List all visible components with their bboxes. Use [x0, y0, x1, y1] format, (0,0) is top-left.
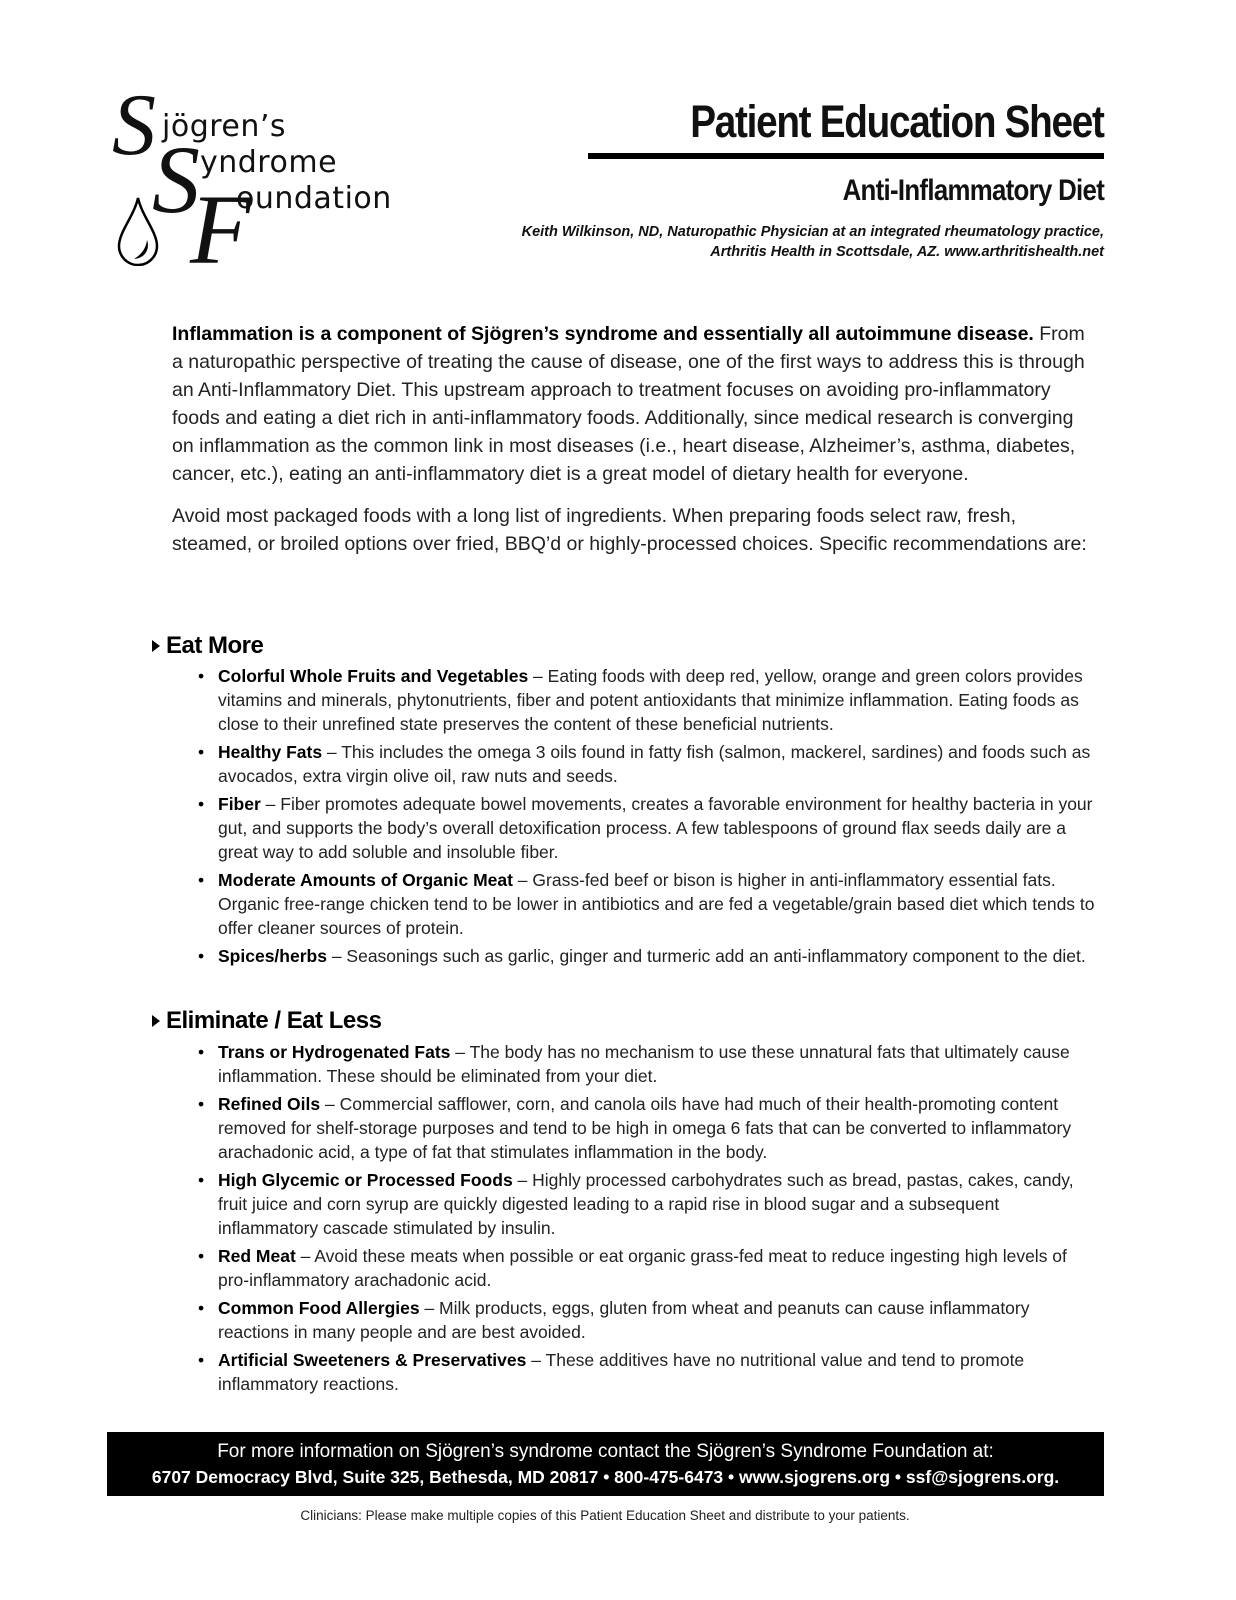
foundation-logo [112, 77, 422, 285]
footer-contact-details: 6707 Democracy Blvd, Suite 325, Bethesda, MD 20817 • 800-475-6473 • www.sjogrens.org • ssf@sjogrens.org. [151, 1467, 1060, 1487]
author-line-1: Keith Wilkinson, ND, Naturopathic Physician at an integrated rheumatology practice, [521, 224, 1104, 240]
logo-word-foundation: oundation [236, 181, 392, 216]
list-item [196, 740, 1101, 788]
item-desc: – Eating foods with deep red, yellow, orange and green colors provides vitamins and minerals, phytonutrients, fiber and potent antioxidants that minimize inflammation. Eating foods as close to their unrefined state preserves the content of these beneficial nutrients. [218, 666, 1083, 734]
eat-more-list [196, 664, 1101, 972]
item-term: Red Meat [218, 1246, 296, 1266]
intro-lead: Inflammation is a component of Sjögren’s syndrome and essentially all autoimmune disease. [172, 323, 1034, 345]
logo-initial-s2: S [152, 126, 200, 233]
item-desc: – Commercial safflower, corn, and canola oils have had much of their health-promoting content removed for shelf-storage purposes and tend to be high in omega 6 fats that can be converted to inflammatory arachadonic acid, a type of fat that stimulates inflammation in the body. [218, 1094, 1072, 1162]
eat-less-heading-text: Eliminate / Eat Less [166, 1007, 382, 1034]
item-desc: – Grass-fed beef or bison is higher in anti-inflammatory essential fats. Organic free-range chicken tend to be lower in antibiotics and are fed a vegetable/grain based diet which tends to offer cleaner sources of protein. [218, 870, 1095, 938]
list-item [196, 944, 1101, 968]
logo-initial-s1: S [112, 77, 156, 174]
item-desc: – Seasonings such as garlic, ginger and turmeric add an anti-inflammatory component to the diet. [326, 946, 1086, 966]
intro-section [172, 320, 1092, 572]
eat-more-heading [152, 632, 263, 660]
list-item [196, 1348, 1101, 1396]
logo-word-syndrome: yndrome [200, 145, 338, 180]
logo-initial-f: F [190, 174, 252, 285]
item-term: Artificial Sweeteners & Preservatives [218, 1350, 527, 1370]
item-term: High Glycemic or Processed Foods [218, 1170, 513, 1190]
footer-line-1: For more information on Sjögren’s syndrome contact the Sjögren’s Syndrome Foundation at: [217, 1441, 994, 1462]
item-desc: – Highly processed carbohydrates such as bread, pastas, cakes, candy, fruit juice and corn syrup are quickly digested leading to a rapid rise in blood sugar and a subsequent inflammatory cascade stimulated by insulin. [218, 1170, 1074, 1238]
intro-paragraph-2: Avoid most packaged foods with a long list of ingredients. When preparing foods select raw, fresh, steamed, or broiled options over fried, BBQ’d or highly-processed choices. Specific recommendations are: [172, 505, 1087, 555]
item-desc: – Avoid these meats when possible or eat organic grass-fed meat to reduce ingesting high levels of pro-inflammatory arachadonic acid. [218, 1246, 1067, 1290]
list-item [196, 1040, 1101, 1088]
list-item [196, 1244, 1101, 1292]
item-term: Colorful Whole Fruits and Vegetables [218, 666, 529, 686]
item-desc: – Fiber promotes adequate bowel movements, creates a favorable environment for healthy bacteria in your gut, and supports the body’s overall detoxification process. A few tablespoons of ground flax seeds daily are a great way to add soluble and insoluble fiber. [218, 794, 1093, 862]
author-line-2: Arthritis Health in Scottsdale, AZ. www.arthritishealth.net [710, 244, 1104, 260]
item-desc: – The body has no mechanism to use these unnatural fats that ultimately cause inflammation. These should be eliminated from your diet. [218, 1042, 1070, 1086]
author-credit [522, 222, 1104, 262]
list-item [196, 1168, 1101, 1240]
item-term: Refined Oils [218, 1094, 321, 1114]
triangle-bullet-icon [152, 1015, 160, 1027]
intro-paragraph [172, 320, 1092, 488]
item-term: Healthy Fats [218, 742, 323, 762]
list-item [196, 868, 1101, 940]
list-item [196, 792, 1101, 864]
triangle-bullet-icon [152, 640, 160, 652]
item-term: Trans or Hydrogenated Fats [218, 1042, 451, 1062]
eat-less-list [196, 1040, 1101, 1400]
eat-less-heading [152, 1007, 381, 1035]
intro-body: From a naturopathic perspective of treating the cause of disease, one of the first ways to address this is through an Anti-Inflammatory Diet. This upstream approach to treatment focuses on avoiding pro-inflammatory foods and eating a diet rich in anti-inflammatory foods. Additionally, since medical research is converging on inflammation as the common link in most diseases (i.e., heart disease, Alzheimer’s, asthma, diabetes, cancer, etc.), eating an anti-inflammatory diet is a great model of dietary health for everyone. [172, 323, 1085, 485]
item-term: Spices/herbs [218, 946, 327, 966]
page-title: Patient Education Sheet [690, 96, 1104, 147]
contact-footer-band [107, 1432, 1104, 1496]
item-desc: – Milk products, eggs, gluten from wheat and peanuts can cause inflammatory reactions in many people and are best avoided. [218, 1298, 1030, 1342]
title-underline [588, 153, 1104, 159]
clinicians-note: Clinicians: Please make multiple copies of this Patient Education Sheet and distribute to your patients. [300, 1508, 910, 1523]
water-drop-icon [116, 196, 160, 266]
list-item [196, 664, 1101, 736]
item-term: Moderate Amounts of Organic Meat [218, 870, 513, 890]
list-item [196, 1092, 1101, 1164]
item-term: Fiber [218, 794, 261, 814]
page-subtitle: Anti-Inflammatory Diet [842, 174, 1104, 207]
logo-word-sjogrens: jögren’s [162, 109, 287, 144]
item-desc: – This includes the omega 3 oils found in fatty fish (salmon, mackerel, sardines) and foods such as avocados, extra virgin olive oil, raw nuts and seeds. [218, 742, 1091, 786]
item-term: Common Food Allergies [218, 1298, 420, 1318]
item-desc: – These additives have no nutritional value and tend to promote inflammatory reactions. [218, 1350, 1025, 1394]
list-item [196, 1296, 1101, 1344]
eat-more-heading-text: Eat More [166, 632, 264, 659]
